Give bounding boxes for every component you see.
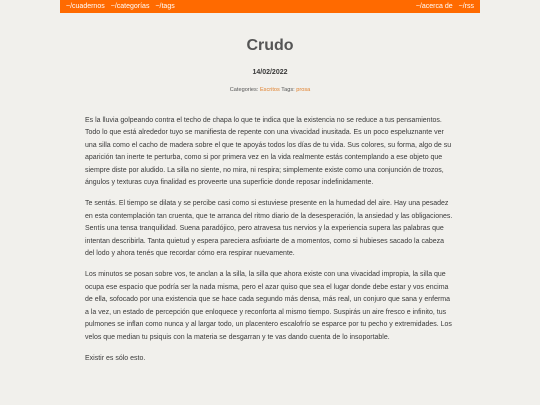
tags-label: Tags:	[281, 87, 295, 93]
post-container	[85, 37, 455, 365]
nav-link-tags[interactable]: ~/tags	[155, 3, 175, 10]
post-body	[85, 115, 455, 365]
nav-right	[416, 0, 474, 13]
post-date: 14/02/2022	[252, 69, 288, 76]
top-navigation-bar	[60, 0, 480, 13]
post-paragraph: Los minutos se posan sobre vos, te anclan a la silla, la silla que ahora existe con una vivacidad impropia, la silla que ocupa ese espacio que podría ser la nada misma, pero el azar quiso que sea el lugar donde debe estar y vos encima de ella, sofocado por una existencia que se hace cada segundo más densa, más real, un conjuro que sana y enferma a la vez, un estado de percepción que enloquece y reconforta al mismo tiempo. Suspirás un aire fresco e infinito, tus pulmones se inflan como nunca y al largar todo, un placentero escalofrío se esparce por tu pecho y extremidades. Los velos que median tu psiquis con la materia se desgarran y te vas dando cuenta de lo insoportable.	[85, 271, 452, 341]
nav-link-categorias[interactable]: ~/categorías	[110, 3, 150, 10]
post-title: Crudo	[246, 37, 294, 54]
nav-link-cuadernos[interactable]: ~/cuadernos	[66, 3, 105, 10]
post-paragraph: Existir es sólo esto.	[85, 354, 146, 362]
post-paragraph: Es la lluvia golpeando contra el techo de chapa lo que te indica que la existencia no se reduce a tus pensamientos. Todo lo que está alrededor tuyo se manifiesta de repente con una vivacidad inusitada. Es un poco espeluznante ver una silla como el cacho de madera sobre el que te apoyás todos los días de tu vida. Sus colores, su forma, algo de su aparición tan inerte te perturba, como si por primera vez en la vida realmente estás contemplando a ese objeto que siempre diste por aludido. La silla no siente, no mira, ni respira; simplemente existe como una conjunción de trozos, ángulos y texturas cuya finalidad es proveerte una superficie donde reposar indefinidamente.	[85, 117, 452, 187]
post-paragraph: Te sentás. El tiempo se dilata y se percibe casi como si estuviese presente en la humedad del aire. Hay una pesadez en esta contemplación tan cruenta, que te arranca del ritmo diario de la desesperación, la ansiedad y las obligaciones. Sentís una tensa tranquilidad. Suena paradójico, pero atravesa tus nervios y la experiencia supera las palabras que intentan describirla. Tanta quietud y espera pareciera asfixiarte de a momentos, como si hubieses sacado la cabeza del lodo y ahora tenés que recordar cómo era respirar nuevamente.	[85, 200, 453, 258]
nav-link-rss[interactable]: ~/rss	[458, 3, 474, 10]
nav-left	[66, 0, 175, 13]
tag-link[interactable]: prosa	[296, 87, 311, 93]
nav-link-acerca-de[interactable]: ~/acerca de	[415, 3, 453, 10]
post-meta	[85, 87, 455, 93]
categories-label: Categories:	[229, 87, 259, 93]
category-link[interactable]: Escritos	[259, 87, 280, 93]
